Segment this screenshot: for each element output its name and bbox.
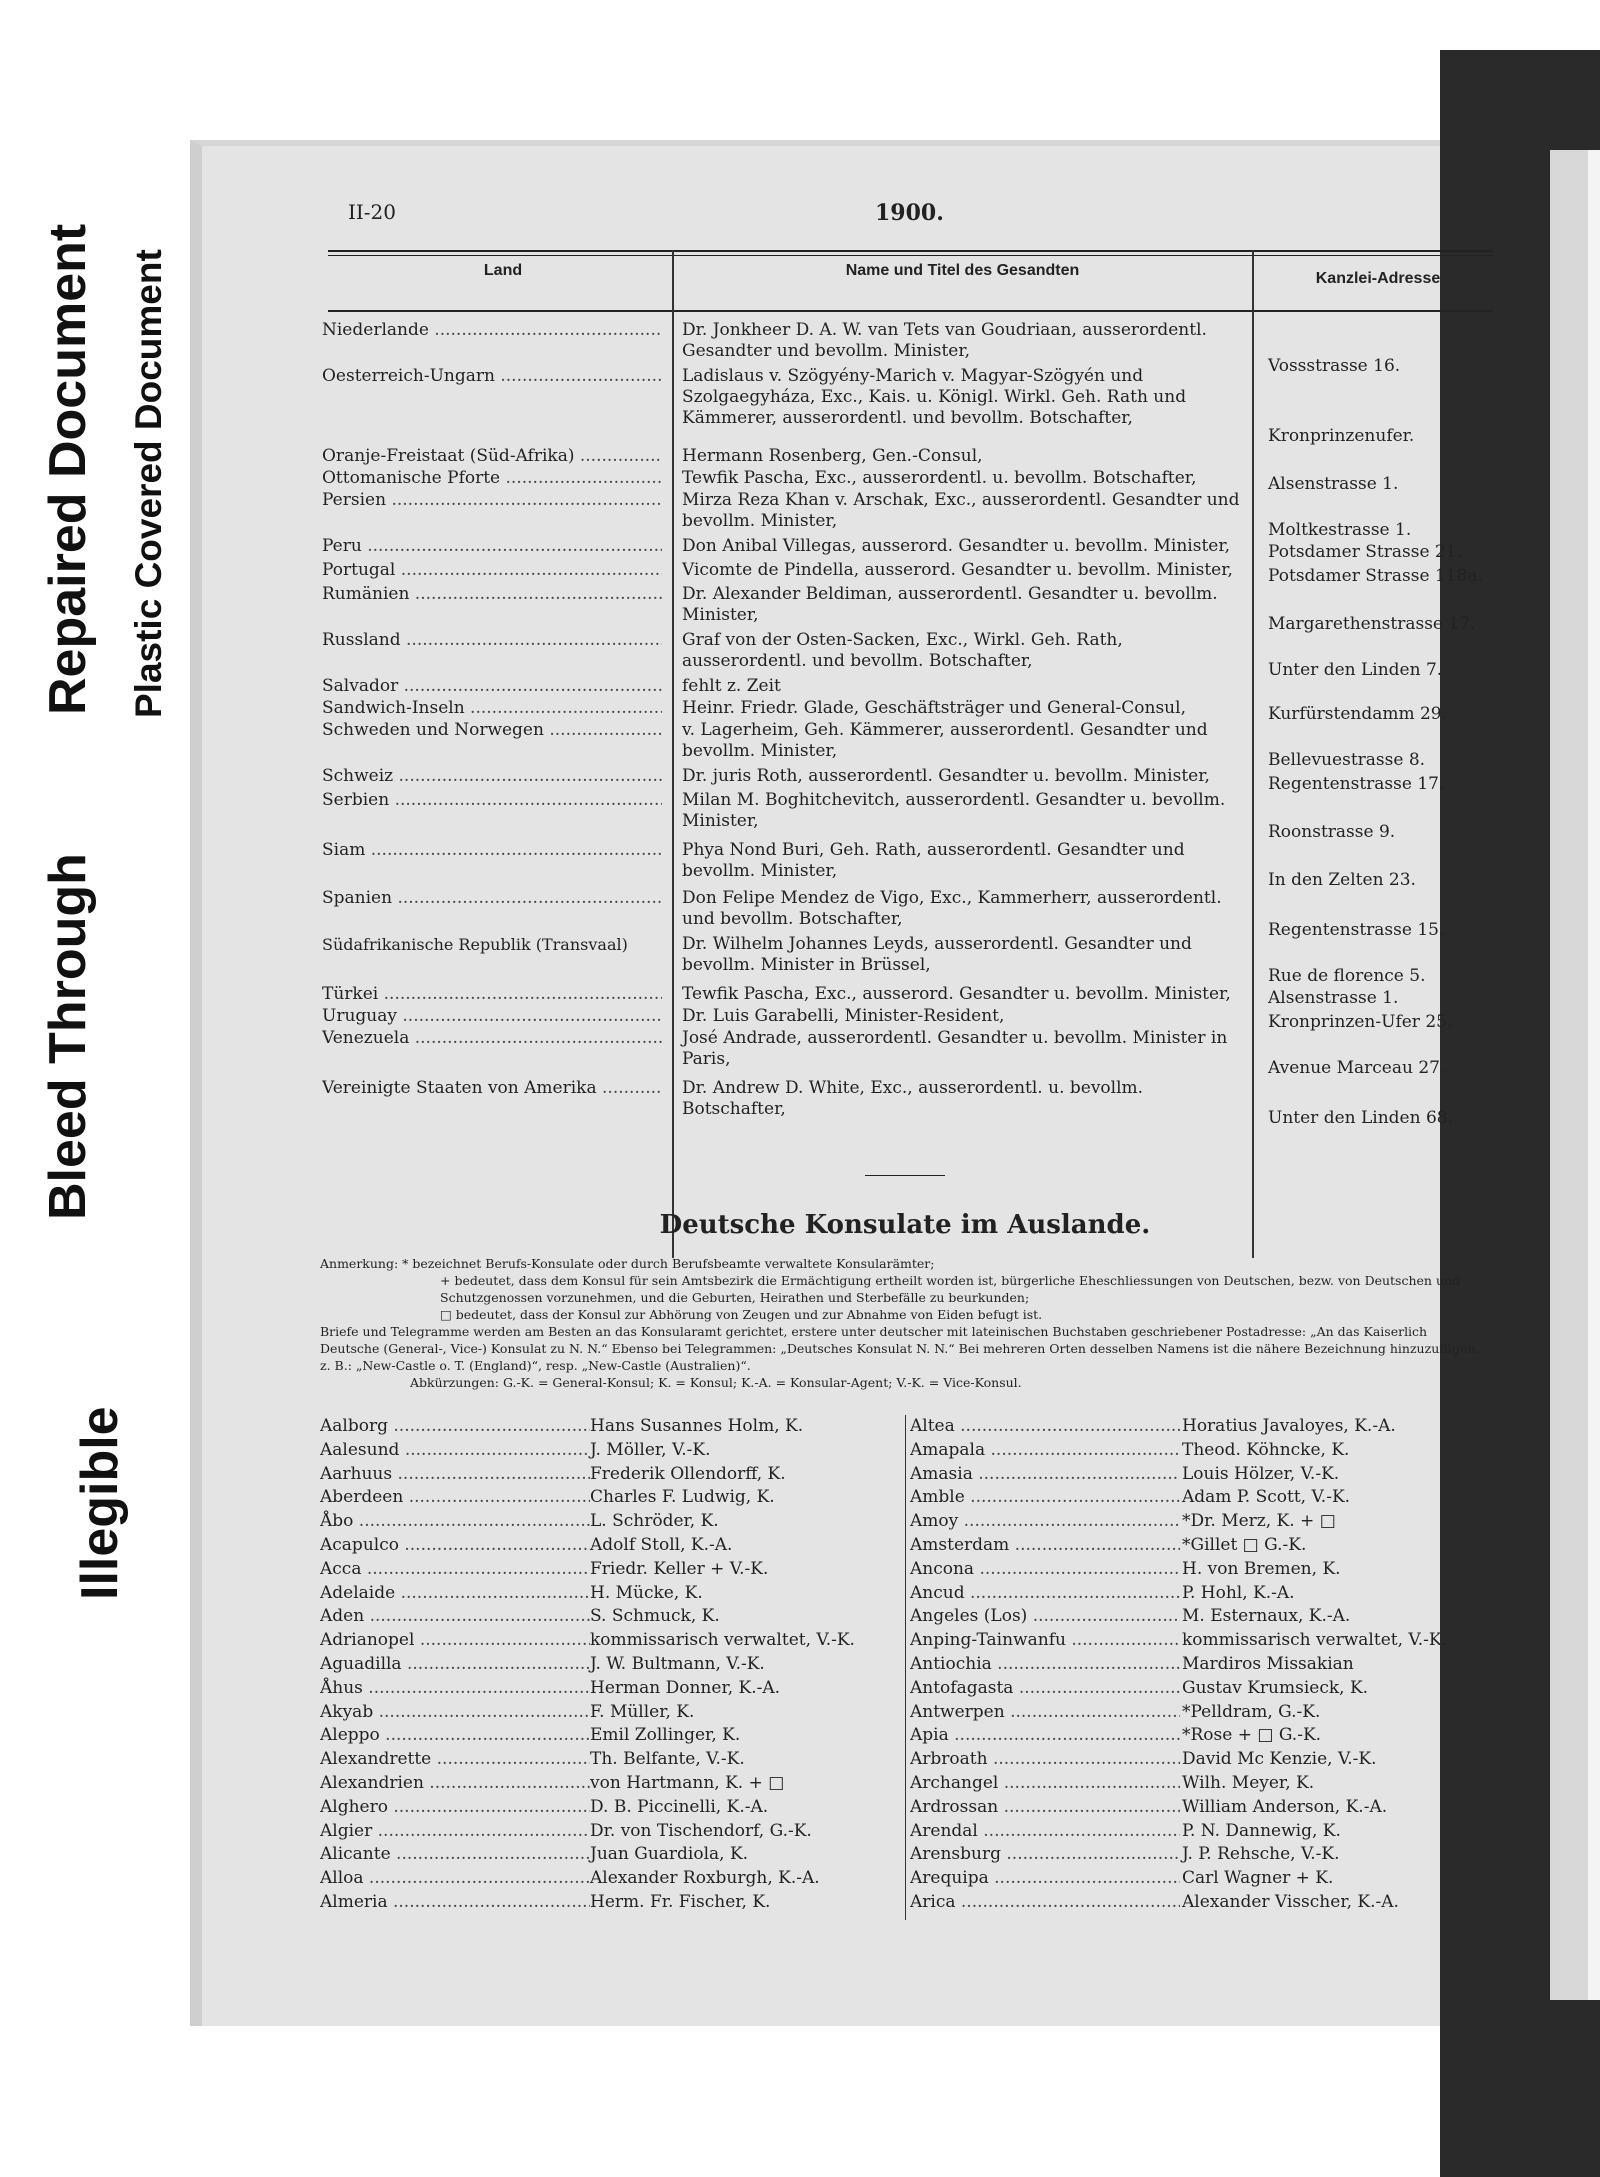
row-land: Oesterreich-Ungarn ..... <box>322 366 662 387</box>
row-envoy: Dr. Alexander Beldiman, ausserordentl. Gesandter u. bevollm. Minister, <box>682 584 1218 625</box>
consulate-officer: von Hartmann, K. + □ <box>590 1772 785 1793</box>
consulate-officer: M. Esternaux, K.-A. <box>1182 1606 1351 1627</box>
consulate-place: Alexandrien ..... <box>320 1772 590 1796</box>
consulate-place: Angeles (Los) ..... <box>910 1605 1180 1629</box>
consulate-place: Aalborg ..... <box>320 1415 590 1439</box>
consulate-officer: Louis Hölzer, V.-K. <box>1182 1463 1340 1484</box>
consulate-entry <box>320 1582 900 1606</box>
table-header-rule <box>328 310 1493 312</box>
consulate-entry <box>320 1867 900 1891</box>
column-divider <box>905 1415 906 1920</box>
note-line: Abkürzungen: G.-K. = General-Konsul; K. = Konsul; K.-A. = Konsular-Agent; V.-K. = Vice-Konsul. <box>410 1375 1022 1390</box>
side-label-strip <box>0 0 190 2177</box>
row-envoy: v. Lagerheim, Geh. Kämmerer, ausserordentl. Gesandter und bevollm. Minister, <box>682 720 1208 761</box>
consulate-entry <box>320 1724 900 1748</box>
note-line: Anmerkung: * bezeichnet Berufs-Konsulate oder durch Berufsbeamte verwaltete Konsularämter; <box>320 1256 935 1271</box>
consulate-entry <box>320 1558 900 1582</box>
consulate-place: Arica ..... <box>910 1891 1180 1915</box>
consulate-officer: J. Möller, V.-K. <box>590 1439 711 1460</box>
consulate-entry <box>910 1439 1490 1463</box>
consulate-place: Adrianopel ..... <box>320 1629 590 1653</box>
consulate-entry <box>910 1677 1490 1701</box>
consulate-officer: F. Müller, K. <box>590 1701 695 1722</box>
consulate-officer: J. W. Bultmann, V.-K. <box>590 1653 765 1674</box>
row-envoy: Phya Nond Buri, Geh. Rath, ausserordentl. Gesandter und bevollm. Minister, <box>682 840 1185 881</box>
consulate-officer: Adolf Stoll, K.-A. <box>590 1534 733 1555</box>
row-land: Oranje-Freistaat (Süd-Afrika) ..... <box>322 446 662 467</box>
consulate-entry <box>320 1415 900 1439</box>
consulate-place: Ardrossan ..... <box>910 1796 1180 1820</box>
consulate-entry <box>320 1653 900 1677</box>
consulate-entry <box>910 1582 1490 1606</box>
consulate-entry <box>910 1724 1490 1748</box>
note-line: Briefe und Telegramme werden am Besten an das Konsularamt gerichtet, erstere unter deutscher mit lateinischen Buchstaben geschriebener Postadresse: „An das Kaiserlich Deutsche (General-, Vice-) Konsulat zu N. N.“ Ebenso bei Telegrammen: „Deutsches Konsulat N. N.“ Bei mehreren Orten desselben Namens ist die nähere Bezeichnung hinzuzufügen, z. B.: „New-Castle o. T. (England)“, resp. „New-Castle (Australien)“. <box>320 1324 1480 1373</box>
consulate-entry <box>320 1629 900 1653</box>
page-header <box>320 200 1490 230</box>
consulate-officer: *Dr. Merz, K. + □ <box>1182 1511 1336 1532</box>
row-envoy: Tewfik Pascha, Exc., ausserordentl. u. bevollm. Botschafter, <box>682 468 1197 488</box>
consulate-officer: Th. Belfante, V.-K. <box>590 1749 745 1770</box>
consulate-place: Alicante ..... <box>320 1843 590 1867</box>
consulate-place: Alloa ..... <box>320 1867 590 1891</box>
consulate-entry <box>910 1463 1490 1487</box>
consulate-place: Ancud ..... <box>910 1582 1180 1606</box>
row-address: Unter den Linden 68. <box>1268 1108 1453 1128</box>
row-land: Südafrikanische Republik (Transvaal) <box>322 935 628 954</box>
consulate-entry <box>910 1415 1490 1439</box>
consulate-officer: H. von Bremen, K. <box>1182 1558 1341 1579</box>
consulate-place: Aguadilla ..... <box>320 1653 590 1677</box>
row-envoy: fehlt z. Zeit <box>682 676 781 696</box>
consulate-entry <box>320 1701 900 1725</box>
row-land: Ottomanische Pforte ..... <box>322 468 662 489</box>
consulate-officer: kommissarisch verwaltet, V.-K. <box>1182 1630 1447 1651</box>
consulate-place: Aberdeen ..... <box>320 1486 590 1510</box>
consulate-entry <box>910 1796 1490 1820</box>
consulate-officer: Hans Susannes Holm, K. <box>590 1416 804 1436</box>
consulate-officer: Frederik Ollendorff, K. <box>590 1463 786 1484</box>
consulate-place: Arendal ..... <box>910 1820 1180 1844</box>
consulate-entry <box>320 1439 900 1463</box>
row-land: Schweiz ..... <box>322 766 662 787</box>
consulate-place: Amoy ..... <box>910 1510 1180 1534</box>
row-address: Moltkestrasse 1. <box>1268 520 1412 540</box>
consulate-entry <box>910 1891 1490 1915</box>
row-address: Bellevuestrasse 8. <box>1268 750 1426 770</box>
row-address: Avenue Marceau 27. <box>1268 1058 1446 1078</box>
consulate-entry <box>320 1796 900 1820</box>
consulate-officer: *Rose + □ G.-K. <box>1182 1725 1322 1746</box>
consulate-place: Akyab ..... <box>320 1701 590 1725</box>
consulate-list-right <box>910 1415 1490 1915</box>
consulate-officer: Carl Wagner + K. <box>1182 1868 1334 1889</box>
consulate-place: Ancona ..... <box>910 1558 1180 1582</box>
row-land: Serbien ..... <box>322 790 662 811</box>
table-header <box>328 250 1493 310</box>
consulate-place: Algier ..... <box>320 1820 590 1844</box>
consulate-place: Acca ..... <box>320 1558 590 1582</box>
col-header-land: Land <box>483 262 523 279</box>
consulate-officer: Juan Guardiola, K. <box>590 1844 749 1865</box>
consulate-entry <box>320 1677 900 1701</box>
consulate-entry <box>320 1772 900 1796</box>
consulate-officer: kommissarisch verwaltet, V.-K. <box>590 1630 855 1651</box>
consulate-place: Alghero ..... <box>320 1796 590 1820</box>
note-line: + bedeutet, dass dem Konsul für sein Amtsbezirk die Ermächtigung ertheilt worden ist, bürgerliche Eheschliessungen von Deutschen, bezw. von Deutschen und Schutzgenossen vorzunehmen, und die Geburten, Heirathen und Sterbefälle zu beurkunden; <box>440 1273 1461 1305</box>
row-address: Rue de florence 5. <box>1268 966 1426 986</box>
row-land: Sandwich-Inseln ..... <box>322 698 662 719</box>
row-address: Unter den Linden 7. <box>1268 660 1443 680</box>
row-land: Russland ..... <box>322 630 662 651</box>
consulate-officer: Herm. Fr. Fischer, K. <box>590 1891 771 1912</box>
row-address: Alsenstrasse 1. <box>1268 474 1399 494</box>
consulate-officer: P. Hohl, K.-A. <box>1182 1582 1295 1603</box>
consulate-place: Aalesund ..... <box>320 1439 590 1463</box>
row-envoy: Graf von der Osten-Sacken, Exc., Wirkl. Geh. Rath, ausserordentl. und bevollm. Botschafter, <box>682 630 1123 671</box>
consulate-officer: Friedr. Keller + V.-K. <box>590 1558 769 1579</box>
consulate-place: Adelaide ..... <box>320 1582 590 1606</box>
next-page-edge-light <box>1588 150 1600 2000</box>
column-divider <box>1252 250 1254 1258</box>
consulate-officer: S. Schmuck, K. <box>590 1606 720 1627</box>
page-year: 1900. <box>875 200 944 226</box>
row-land: Portugal ..... <box>322 560 662 581</box>
col-header-address: Kanzlei-Adresse <box>1315 270 1441 287</box>
row-land: Rumänien ..... <box>322 584 662 605</box>
row-envoy: Dr. juris Roth, ausserordentl. Gesandter u. bevollm. Minister, <box>682 766 1210 786</box>
row-envoy: Tewfik Pascha, Exc., ausserord. Gesandter u. bevollm. Minister, <box>682 984 1231 1004</box>
consulate-entry <box>320 1510 900 1534</box>
row-address: Vossstrasse 16. <box>1268 356 1401 376</box>
consulate-entry <box>910 1558 1490 1582</box>
row-envoy: Hermann Rosenberg, Gen.-Consul, <box>682 446 983 466</box>
consulate-place: Aleppo ..... <box>320 1724 590 1748</box>
consulates-note <box>320 1255 1490 1391</box>
row-address: Potsdamer Strasse 118a. <box>1268 566 1483 586</box>
row-address: Kurfürstendamm 29. <box>1268 704 1448 724</box>
consulate-officer: Theod. Köhncke, K. <box>1182 1439 1350 1460</box>
row-envoy: Dr. Luis Garabelli, Minister-Resident, <box>682 1006 1005 1026</box>
row-envoy: Dr. Andrew D. White, Exc., ausserordentl. u. bevollm. Botschafter, <box>682 1078 1144 1119</box>
row-address: Kronprinzen-Ufer 25. <box>1268 1012 1453 1032</box>
label-plastic-covered: Plastic Covered Document <box>128 249 169 718</box>
consulate-officer: Charles F. Ludwig, K. <box>590 1487 775 1508</box>
page-number: II-20 <box>348 200 397 224</box>
consulate-entry <box>910 1653 1490 1677</box>
consulate-entry <box>320 1820 900 1844</box>
consulate-entry <box>910 1772 1490 1796</box>
consulate-place: Aarhuus ..... <box>320 1463 590 1487</box>
row-address: In den Zelten 23. <box>1268 870 1416 890</box>
row-land: Salvador ..... <box>322 676 662 697</box>
consulate-officer: Mardiros Missakian <box>1182 1653 1354 1674</box>
consulate-place: Acapulco ..... <box>320 1534 590 1558</box>
row-address: Margarethenstrasse 17. <box>1268 614 1476 634</box>
consulate-place: Arbroath ..... <box>910 1748 1180 1772</box>
section-divider <box>865 1175 945 1176</box>
consulate-entry <box>910 1605 1490 1629</box>
row-envoy: Dr. Jonkheer D. A. W. van Tets van Goudriaan, ausserordentl. Gesandter und bevollm. Minister, <box>682 320 1207 361</box>
consulate-officer: D. B. Piccinelli, K.-A. <box>590 1796 769 1817</box>
row-land: Vereinigte Staaten von Amerika ..... <box>322 1078 662 1099</box>
row-address: Potsdamer Strasse 21. <box>1268 542 1462 562</box>
label-repaired-document: Repaired Document <box>39 223 97 715</box>
row-envoy: Dr. Wilhelm Johannes Leyds, ausserordentl. Gesandter und bevollm. Minister in Brüssel, <box>682 934 1192 975</box>
consulate-officer: Alexander Visscher, K.-A. <box>1182 1891 1399 1912</box>
consulate-place: Amasia ..... <box>910 1463 1180 1487</box>
consulate-entry <box>910 1820 1490 1844</box>
consulate-entry <box>910 1701 1490 1725</box>
consulates-title: Deutsche Konsulate im Auslande. <box>659 1210 1151 1240</box>
consulate-officer: Emil Zollinger, K. <box>590 1725 741 1746</box>
consulate-entry <box>910 1867 1490 1891</box>
row-address: Regentenstrasse 15. <box>1268 920 1445 940</box>
row-envoy: Don Felipe Mendez de Vigo, Exc., Kammerherr, ausserordentl. und bevollm. Botschafter, <box>682 888 1222 929</box>
row-land: Persien ..... <box>322 490 662 511</box>
consulate-officer: L. Schröder, K. <box>590 1511 719 1532</box>
consulate-place: Almeria ..... <box>320 1891 590 1915</box>
consulate-place: Archangel ..... <box>910 1772 1180 1796</box>
row-land: Peru ..... <box>322 536 662 557</box>
consulate-place: Åbo ..... <box>320 1510 590 1534</box>
consulate-place: Anping-Tainwanfu ..... <box>910 1629 1180 1653</box>
label-bleed-through: Bleed Through <box>39 853 97 1220</box>
row-envoy: Mirza Reza Khan v. Arschak, Exc., ausserordentl. Gesandter und bevollm. Minister, <box>682 490 1240 531</box>
consulate-place: Antiochia ..... <box>910 1653 1180 1677</box>
consulate-place: Amsterdam ..... <box>910 1534 1180 1558</box>
consulate-entry <box>320 1534 900 1558</box>
consulate-entry <box>320 1486 900 1510</box>
consulate-officer: Alexander Roxburgh, K.-A. <box>590 1868 820 1889</box>
consulate-entry <box>910 1843 1490 1867</box>
consulate-officer: *Pelldram, G.-K. <box>1182 1701 1321 1722</box>
consulate-list-left <box>320 1415 900 1915</box>
consulate-place: Altea ..... <box>910 1415 1180 1439</box>
consulate-officer: Dr. von Tischendorf, G.-K. <box>590 1820 812 1841</box>
row-envoy: Don Anibal Villegas, ausserord. Gesandter u. bevollm. Minister, <box>682 536 1231 556</box>
consulate-place: Aden ..... <box>320 1605 590 1629</box>
consulate-officer: Wilh. Meyer, K. <box>1182 1772 1315 1793</box>
consulate-entry <box>320 1748 900 1772</box>
consulate-officer: David Mc Kenzie, V.-K. <box>1182 1749 1377 1770</box>
consulate-place: Arequipa ..... <box>910 1867 1180 1891</box>
consulate-place: Amble ..... <box>910 1486 1180 1510</box>
consulate-officer: P. N. Dannewig, K. <box>1182 1820 1341 1841</box>
column-divider <box>672 250 674 1258</box>
consulate-place: Antwerpen ..... <box>910 1701 1180 1725</box>
row-envoy: Ladislaus v. Szögyény-Marich v. Magyar-Szögyén und Szolgaegyháza, Exc., Kais. u. Königl. Wirkl. Geh. Rath und Kämmerer, ausserordentl. und bevollm. Botschafter, <box>682 366 1187 428</box>
consulate-officer: *Gillet □ G.-K. <box>1182 1534 1307 1555</box>
consulate-officer: Herman Donner, K.-A. <box>590 1677 781 1698</box>
consulate-entry <box>910 1629 1490 1653</box>
row-address: Kronprinzenufer. <box>1268 426 1415 446</box>
note-line: □ bedeutet, dass der Konsul zur Abhörung von Zeugen und zur Abnahme von Eiden befugt ist. <box>440 1307 1043 1322</box>
row-land: Venezuela ..... <box>322 1028 662 1049</box>
row-address: Roonstrasse 9. <box>1268 822 1396 842</box>
consulate-entry <box>910 1748 1490 1772</box>
consulate-officer: H. Mücke, K. <box>590 1582 703 1603</box>
consulate-officer: Gustav Krumsieck, K. <box>1182 1677 1369 1698</box>
consulate-entry <box>320 1605 900 1629</box>
row-land: Türkei ..... <box>322 984 662 1005</box>
row-land: Uruguay ..... <box>322 1006 662 1027</box>
consulate-place: Alexandrette ..... <box>320 1748 590 1772</box>
row-address: Alsenstrasse 1. <box>1268 988 1399 1008</box>
col-header-name: Name und Titel des Gesandten <box>845 262 1080 279</box>
consulate-entry <box>320 1891 900 1915</box>
consulate-officer: J. P. Rehsche, V.-K. <box>1182 1844 1340 1865</box>
consulate-officer: Adam P. Scott, V.-K. <box>1182 1487 1351 1508</box>
row-envoy: Milan M. Boghitchevitch, ausserordentl. Gesandter u. bevollm. Minister, <box>682 790 1226 831</box>
consulate-entry <box>910 1486 1490 1510</box>
label-illegible: Illegible <box>71 1406 129 1600</box>
consulate-place: Amapala ..... <box>910 1439 1180 1463</box>
consulate-officer: Horatius Javaloyes, K.-A. <box>1182 1416 1396 1436</box>
row-envoy: José Andrade, ausserordentl. Gesandter u. bevollm. Minister in Paris, <box>682 1028 1228 1069</box>
consulate-place: Åhus ..... <box>320 1677 590 1701</box>
row-envoy: Heinr. Friedr. Glade, Geschäftsträger und General-Consul, <box>682 698 1186 718</box>
consulate-entry <box>910 1534 1490 1558</box>
row-land: Niederlande ..... <box>322 320 662 341</box>
consulate-place: Apia ..... <box>910 1724 1180 1748</box>
row-address: Regentenstrasse 17. <box>1268 774 1445 794</box>
row-land: Schweden und Norwegen ..... <box>322 720 662 741</box>
row-envoy: Vicomte de Pindella, ausserord. Gesandter u. bevollm. Minister, <box>682 560 1233 580</box>
row-land: Siam ..... <box>322 840 662 861</box>
consulate-place: Arensburg ..... <box>910 1843 1180 1867</box>
row-land: Spanien ..... <box>322 888 662 909</box>
consulate-entry <box>320 1463 900 1487</box>
consulate-officer: William Anderson, K.-A. <box>1182 1796 1388 1817</box>
consulate-entry <box>910 1510 1490 1534</box>
consulate-place: Antofagasta ..... <box>910 1677 1180 1701</box>
consulate-entry <box>320 1843 900 1867</box>
